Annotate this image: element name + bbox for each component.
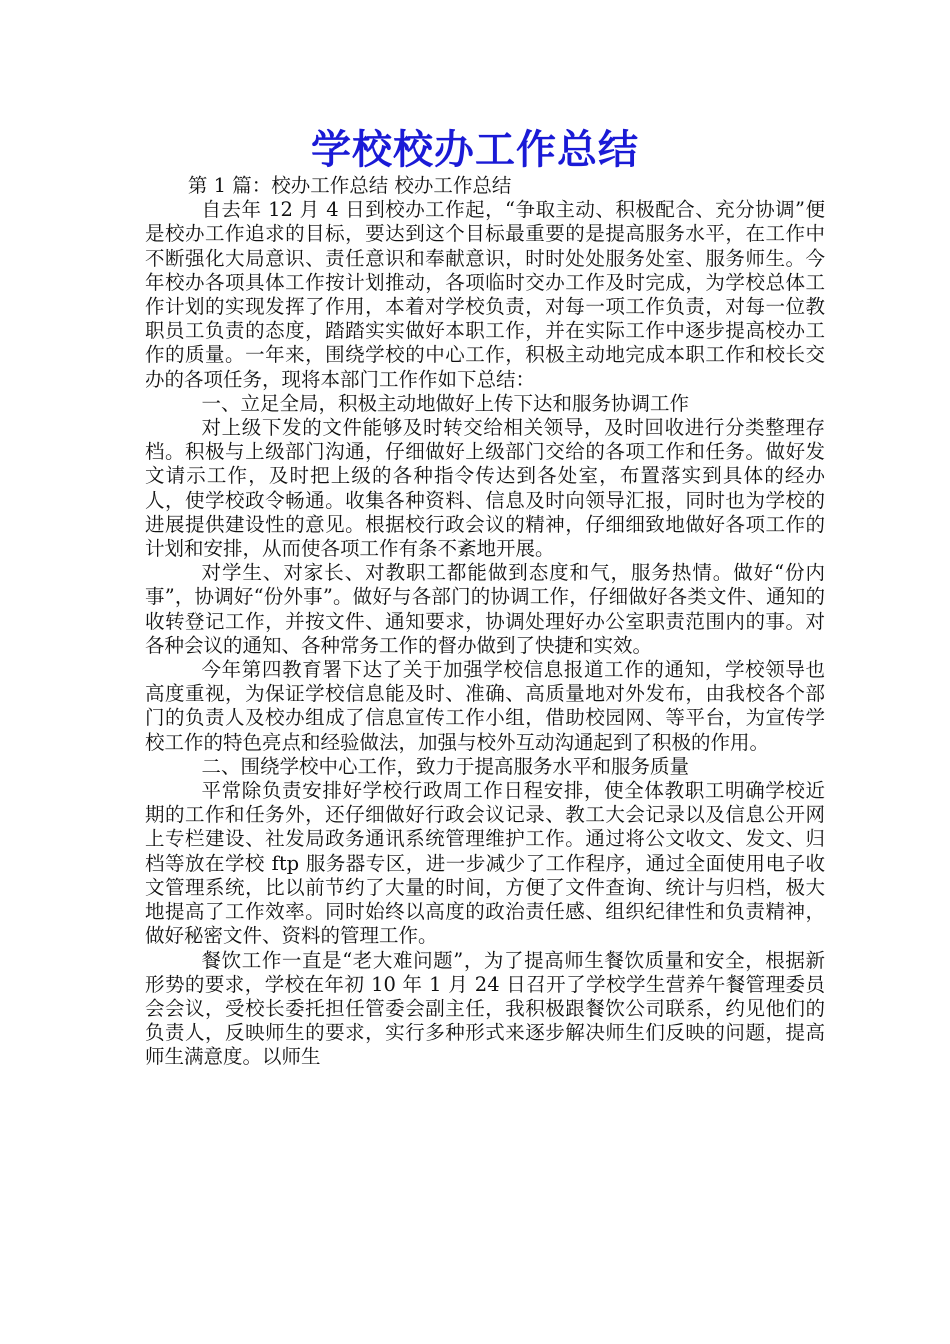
paragraph-service: 对学生、对家长、对教职工都能做到态度和气，服务热情。做好“份内事”，协调好“份外事”。做好与各部门的协调工作，仔细做好各类文件、通知的收转登记工作，并按文件、通知要求，协调处理好办公室职责范围内的事。对各种会议的通知、各种常务工作的督办做到了快捷和实效。 (145, 561, 825, 657)
paragraph-intro: 自去年 12 月 4 日到校办工作起，“争取主动、积极配合、充分协调”便是校办工作追求的目标，要达到这个目标最重要的是提高服务水平，在工作中不断强化大局意识、责任意识和奉献意识，时时处处服务处室、服务师生。今年校办各项具体工作按计划推动，各项临时交办工作及时完成，为学校总体工作计划的实现发挥了作用，本着对学校负责，对每一项工作负责，对每一位教职员工负责的态度，踏踏实实做好本职工作，并在实际工作中逐步提高校办工作的质量。一年来，围绕学校的中心工作，积极主动地完成本职工作和校长交办的各项任务，现将本部门工作作如下总结： (145, 198, 825, 391)
document-body (145, 174, 825, 1070)
paragraph-documents: 对上级下发的文件能够及时转交给相关领导，及时回收进行分类整理存档。积极与上级部门沟通，仔细做好上级部门交给的各项工作和任务。做好发文请示工作，及时把上级的各种指令传达到各处室，布置落实到具体的经办人，使学校政令畅通。收集各种资料、信息及时向领导汇报，同时也为学校的进展提供建设性的意见。根据校行政会议的精神，仔细细致地做好各项工作的计划和安排，从而使各项工作有条不紊地开展。 (145, 416, 825, 561)
paragraph-catering: 餐饮工作一直是“老大难问题”，为了提高师生餐饮质量和安全，根据新形势的要求，学校在年初 10 年 1 月 24 日召开了学校学生营养午餐管理委员会会议，受校长委托担任管委会副主任，我积极跟餐饮公司联系，约见他们的负责人，反映师生的要求，实行多种形式来逐步解决师生们反映的问题，提高师生满意度。以师生 (145, 948, 825, 1069)
section-heading-2: 二、围绕学校中心工作，致力于提高服务水平和服务质量 (201, 754, 690, 778)
document-title: 学校校办工作总结 (311, 126, 639, 173)
paragraph-daily-work: 平常除负责安排好学校行政周工作日程安排，使全体教职工明确学校近期的工作和任务外，还仔细做好行政会议记录、教工大会记录以及信息公开网上专栏建设、社发局政务通讯系统管理维护工作。通过将公文收文、发文、归档等放在学校 ftp 服务器专区，进一步减少了工作程序，通过全面使用电子收文管理系统，比以前节约了大量的时间，方便了文件查询、统计与归档，极大地提高了工作效率。同时始终以高度的政治责任感、组织纪律性和负责精神，做好秘密文件、资料的管理工作。 (145, 779, 825, 948)
document-subtitle: 第 1 篇：校办工作总结 校办工作总结 (187, 174, 512, 197)
paragraph-information: 今年第四教育署下达了关于加强学校信息报道工作的通知，学校领导也高度重视，为保证学校信息能及时、准确、高质量地对外发布，由我校各个部门的负责人及校办组成了信息宣传工作小组，借助校园网、等平台，为宣传学校工作的特色亮点和经验做法，加强与校外互动沟通起到了积极的作用。 (145, 658, 825, 754)
section-heading-1: 一、立足全局，积极主动地做好上传下达和服务协调工作 (201, 391, 690, 415)
